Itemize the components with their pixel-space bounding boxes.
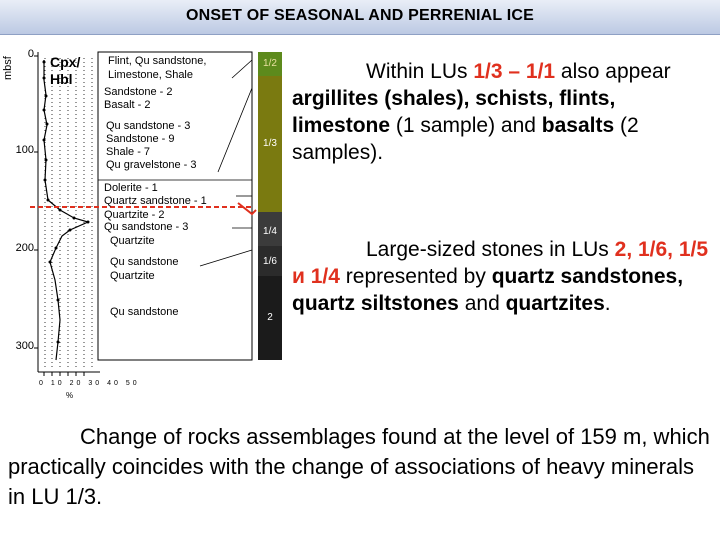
lith-1: Limestone, Shale: [108, 69, 193, 81]
lith-5: Sandstone - 9: [106, 133, 175, 145]
p2-bold-1: quartz sandstones, quartz siltstones: [292, 265, 684, 315]
depth-axis-label: mbsf: [2, 56, 14, 80]
lu-label-2: 2: [267, 312, 273, 323]
depth-tick-0: 0: [27, 48, 34, 60]
lith-2: Sandstone - 2: [104, 86, 173, 98]
lith-14: Quartzite: [110, 270, 155, 282]
p2-lu-list: 2, 1/6, 1/5 и 1/4: [292, 238, 709, 288]
percent-tick-30: 30: [88, 380, 103, 387]
percent-tick-10: 10: [50, 380, 65, 387]
p1-text-e: (2 samples).: [292, 114, 639, 164]
lith-0: Flint, Qu sandstone,: [108, 55, 207, 67]
p1-lu-range: 1/3 – 1/1: [473, 60, 556, 83]
lith-13: Qu sandstone: [110, 256, 179, 268]
paragraph-1: [292, 58, 716, 166]
percent-tick-20: 20: [69, 380, 84, 387]
percent-tick-0: 0: [39, 380, 46, 387]
lith-10: Quartzite - 2: [104, 209, 165, 221]
cpx-hbl-label: [50, 54, 80, 88]
lith-11: Qu sandstone - 3: [104, 221, 189, 233]
lith-7: Qu gravelstone - 3: [106, 159, 197, 171]
cpx-hbl-curve: [44, 60, 88, 360]
leader-lines: [200, 60, 252, 266]
lu-label-1-3: 1/3: [263, 138, 277, 149]
percent-ticks: [44, 372, 84, 376]
p2-bold-2: quartzites: [505, 292, 605, 315]
lith-15: Qu sandstone: [110, 306, 179, 318]
p1-bold-3: basalts: [541, 114, 615, 137]
slide-title: ONSET OF SEASONAL AND PERRENIAL ICE: [185, 7, 535, 24]
p1-text-b: also appear: [555, 60, 671, 83]
p2-text-b: represented by: [339, 265, 492, 288]
depth-tick-100: 100: [15, 144, 34, 156]
p1-text-d: (1 sample) and: [390, 114, 542, 137]
p2-text-a: Large-sized stones in LUs: [366, 238, 615, 261]
cpx-hbl-line1: Cpx/: [50, 54, 81, 70]
cpx-hbl-line2: Hbl: [50, 71, 73, 87]
p1-text-a: Within LUs: [366, 60, 474, 83]
gridlines: [45, 58, 92, 370]
paragraph-2: [292, 236, 716, 317]
lu-label-1-6: 1/6: [263, 256, 277, 267]
depth-tick-300: 300: [15, 340, 34, 352]
depth-ticks: [34, 56, 38, 348]
lu-label-1-2: 1/2: [263, 58, 277, 69]
lith-12: Quartzite: [110, 235, 155, 247]
lith-6: Shale - 7: [106, 146, 151, 158]
lith-9: Quartz sandstone - 1: [104, 195, 207, 207]
percent-unit: %: [66, 391, 74, 400]
lith-4: Qu sandstone - 3: [106, 120, 191, 132]
lu-label-1-4: 1/4: [263, 226, 277, 237]
percent-tick-50: 50: [125, 380, 140, 387]
percent-tick-labels: [39, 380, 140, 387]
p2-text-d: .: [604, 292, 611, 315]
boundary-arrow: [238, 203, 256, 214]
lith-3: Basalt - 2: [104, 99, 151, 111]
p2-text-c: and: [458, 292, 506, 315]
percent-tick-40: 40: [107, 380, 121, 387]
p1-bold-2: schists, flints, limestone: [292, 87, 616, 137]
bottom-paragraph: Change of rocks assemblages found at the level of 159 m, which practically coincides with the change of associations of heavy minerals in LU 1/3.: [8, 424, 710, 509]
p1-bold-1: argillites (shales),: [292, 87, 470, 110]
lith-8: Dolerite - 1: [104, 182, 158, 194]
depth-tick-200: 200: [15, 242, 34, 254]
